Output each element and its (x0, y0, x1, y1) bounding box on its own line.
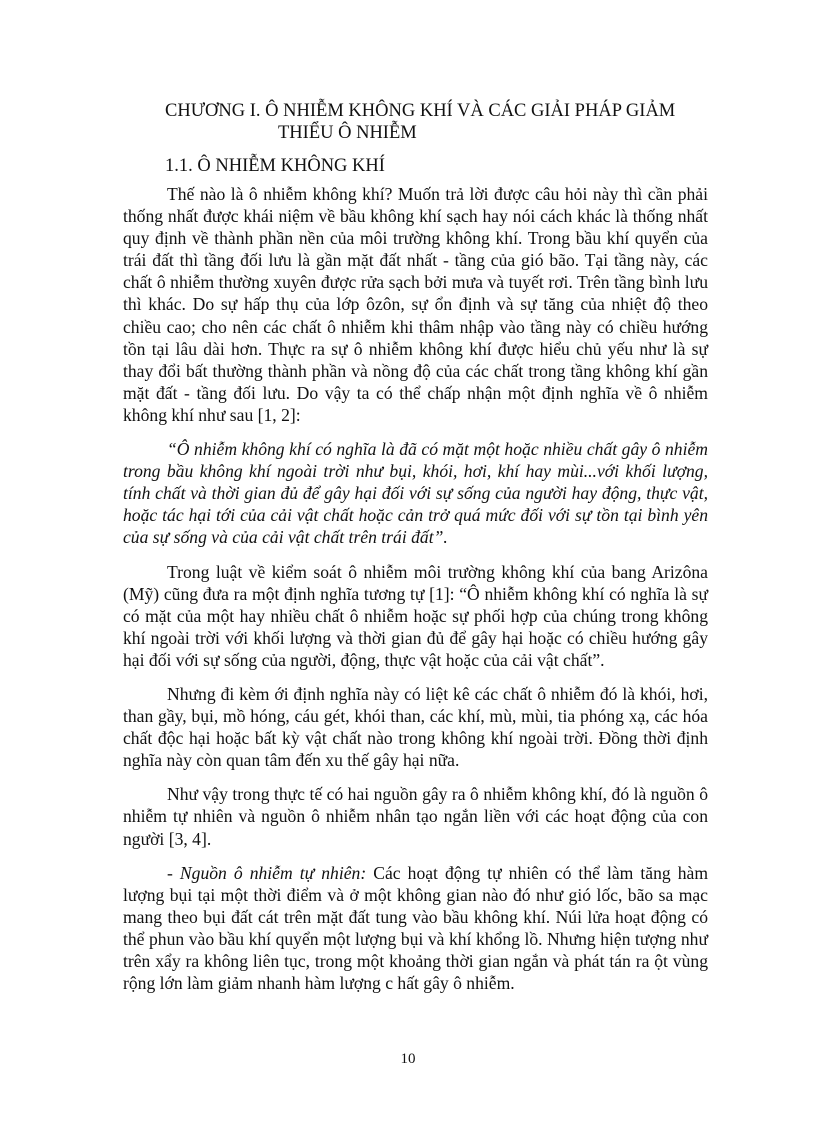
paragraph-pollutant-list: Nhưng đi kèm ới định nghĩa này có liệt kê các chất ô nhiễm đó là khói, hơi, than gầy, bụi, mồ hóng, cáu gét, khói than, các khí, mù, mùi, tia phóng xạ, các hóa chất độc hại hoặc bất kỳ vật chất nào trong không khí ngoài trời. Đồng thời định nghĩa này còn quan tâm đến xu thế gây hại nữa. (123, 683, 708, 771)
body-text (123, 183, 708, 1006)
page-number: 10 (400, 1051, 416, 1067)
section-heading: 1.1. Ô NHIỄM KHÔNG KHÍ (165, 156, 385, 176)
paragraph-pollution-sources: Như vậy trong thực tế có hai nguồn gây ra ô nhiễm không khí, đó là nguồn ô nhiễm tự nhiên và nguồn ô nhiễm nhân tạo ngắn liền với các hoạt động của con người [3, 4]. (123, 784, 708, 849)
natural-sources-label: Nguồn ô nhiễm tự nhiên: (179, 862, 367, 883)
natural-sources-dash: - (167, 862, 180, 883)
natural-sources-text: Các hoạt động tự nhiên có thể làm tăng hàm lượng bụi tại một thời điểm và ở một không gian nào đó như gió lốc, bão sa mạc mang theo bụi đất cát trên mặt đất tung vào bầu không khí. Núi lửa hoạt động có thể phun vào bầu khí quyển một lượng bụi và khí khổng lồ. Nhưng hiện tượng như trên xẩy ra không liên tục, trong một khoảng thời gian ngắn và phát tán ra ột vùng rộng lớn làm giảm nhanh hàm lượng c hất gây ô nhiễm. (123, 862, 709, 994)
paragraph-arizona-law: Trong luật về kiểm soát ô nhiễm môi trường không khí của bang Arizôna (Mỹ) cũng đưa ra một định nghĩa tương tự [1]: “Ô nhiễm không khí có nghĩa là sự có mặt của một hay nhiều chất ô nhiễm hoặc sự phối hợp của chúng trong không khí ngoài trời với khối lượng và thời gian đủ để gây hại hoặc có chiều hướng gây hại đối với sự sống của người, động, thực vật hoặc của cải vật chất”. (123, 561, 708, 670)
paragraph-natural-sources (123, 862, 708, 995)
chapter-title-line-2: THIỂU Ô NHIỄM (278, 123, 417, 143)
paragraph-definition-quote: “Ô nhiễm không khí có nghĩa là đã có mặt một hoặc nhiều chất gây ô nhiễm trong bầu không khí ngoài trời như bụi, khói, hơi, khí hay mùi...với khối lượng, tính chất và thời gian đủ để gây hại đối với sự sống của người hay động, thực vật, hoặc tác hại tới của cải vật chất hoặc cản trở quá mức đối với sự tồn tại bình yên của sự sống và của cải vật chất trên trái đất”. (123, 439, 708, 548)
chapter-title-line-1: CHƯƠNG I. Ô NHIỄM KHÔNG KHÍ VÀ CÁC GIẢI PHÁP GIẢM (165, 101, 676, 121)
chapter-title (165, 100, 765, 144)
paragraph-definition-intro: Thế nào là ô nhiễm không khí? Muốn trả lời được câu hỏi này thì cần phải thống nhất được khái niệm về bầu không khí sạch hay nói cách khác là thống nhất quy định về thành phần nền của môi trường không khí. Trong bầu khí quyển của trái đất thì tầng đối lưu là gần mặt đất nhất - tầng của gió bão. Tại tầng này, các chất ô nhiễm thường xuyên được rửa sạch bởi mưa và tuyết rơi. Trên tầng bình lưu thì khác. Do sự hấp thụ của lớp ôzôn, sự ổn định và sự tăng của nhiệt độ theo chiều cao; cho nên các chất ô nhiễm khi thâm nhập vào tầng này có chiều hướng tồn tại lâu dài hơn. Thực ra sự ô nhiễm không khí được hiểu chủ yếu như là sự thay đổi bất thường thành phần và nồng độ của các chất trong tầng không khí gần mặt đất - tầng đối lưu. Do vậy ta có thể chấp nhận một định nghĩa về ô nhiễm không khí như sau [1, 2]: (123, 184, 708, 425)
